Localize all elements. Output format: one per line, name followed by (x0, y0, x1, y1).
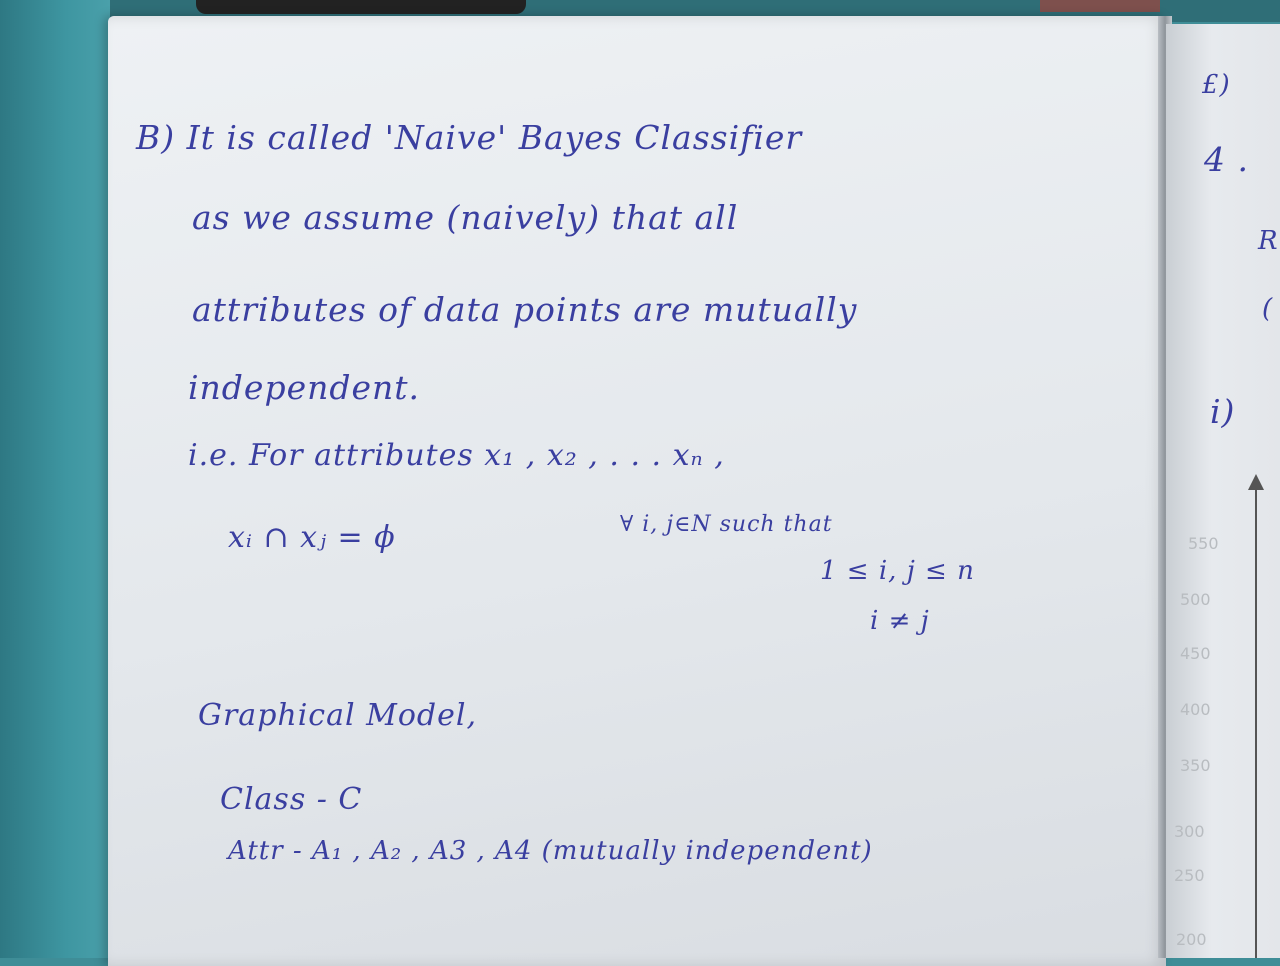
note-line-7: 1 ≤ i, j ≤ n (820, 556, 975, 586)
right-page-letter: R (1258, 226, 1279, 256)
note-line-11: Attr - A₁ , A₂ , A3 , A4 (mutually independent) (228, 836, 873, 866)
binder-clip (196, 0, 526, 14)
note-line-3: attributes of data points are mutually (192, 290, 858, 329)
axis-tick-label: 200 (1176, 930, 1207, 949)
binder-strip (1040, 0, 1160, 12)
note-line-5: i.e. For attributes x₁ , x₂ , . . . xₙ , (188, 438, 725, 473)
note-line-1: B) It is called 'Naive' Bayes Classifier (136, 118, 803, 157)
right-page-roman: i) (1210, 392, 1236, 431)
note-line-10: Class - C (220, 782, 363, 817)
note-line-6: xᵢ ∩ xⱼ = ϕ (228, 520, 396, 555)
axis-tick-label: 500 (1180, 590, 1211, 609)
note-line-2: as we assume (naively) that all (192, 198, 739, 237)
note-line-4: independent. (188, 368, 421, 407)
right-page-number: 4 . (1204, 140, 1249, 179)
notebook-page-left (108, 16, 1166, 966)
right-page-paren: ( (1262, 294, 1274, 324)
note-line-9: Graphical Model, (198, 698, 477, 733)
axis-tick-label: 300 (1174, 822, 1205, 841)
axis-tick-label: 550 (1188, 534, 1219, 553)
right-page-mark: £) (1202, 70, 1231, 100)
axis-tick-label: 350 (1180, 756, 1211, 775)
note-line-6b: ∀ i, j∈N such that (620, 512, 833, 537)
axis-tick-label: 250 (1174, 866, 1205, 885)
notebook-cover-edge (0, 0, 110, 958)
axis-tick-label: 450 (1180, 644, 1211, 663)
axis-tick-label: 400 (1180, 700, 1211, 719)
graph-axis-arrow (1248, 474, 1264, 490)
graph-axis-line (1255, 490, 1257, 958)
note-line-8: i ≠ j (870, 606, 930, 636)
